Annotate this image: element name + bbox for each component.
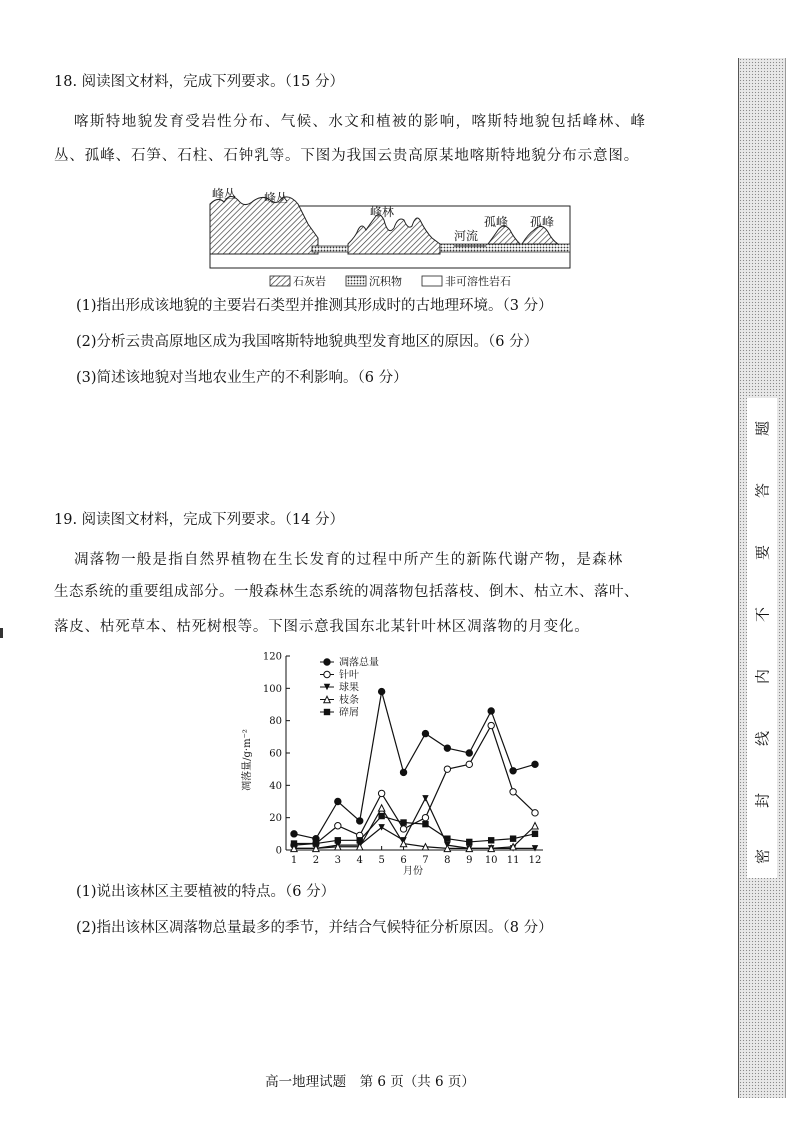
data-point-series-2	[510, 789, 516, 795]
legend-marker	[324, 659, 330, 665]
data-point-series-1	[532, 761, 538, 767]
legend-label: 针叶	[339, 670, 359, 681]
data-point-series-5	[400, 819, 406, 825]
q18-title: 18. 阅读图文材料，完成下列要求。（15 分）	[54, 74, 344, 90]
q19-sub-1: (1)说出该林区主要植被的特点。（6 分）	[76, 884, 336, 900]
data-point-series-5	[422, 821, 428, 827]
label-gufeng-1: 孤峰	[484, 215, 509, 229]
data-point-series-5	[444, 835, 450, 841]
q19-para-line-3: 落皮、枯死草本、枯死树根等。下图示意我国东北某针叶林区凋落物的月变化。	[54, 619, 590, 635]
y-tick-label: 60	[269, 748, 282, 760]
litterfall-chart	[238, 648, 558, 878]
data-point-series-1	[400, 769, 406, 775]
legend-label-limestone: 石灰岩	[293, 275, 326, 288]
y-tick-label: 0	[275, 845, 282, 857]
legend-label: 枝条	[339, 695, 359, 706]
y-tick-label: 80	[269, 716, 282, 728]
data-point-series-1	[422, 730, 428, 736]
label-river: 河流	[454, 229, 479, 243]
q18-sub-1: (1)指出形成该地貌的主要岩石类型并推测其形成时的古地理环境。（3 分）	[76, 298, 553, 314]
binding-edge-mark	[0, 628, 3, 638]
legend-label-insoluble: 非可溶性岩石	[445, 275, 511, 288]
x-tick-label: 8	[444, 855, 451, 866]
seal-line-strip	[738, 58, 786, 1098]
y-axis-label: 凋落量/g·m⁻²	[242, 729, 253, 791]
q19-para-line-1: 凋落物一般是指自然界植物在生长发育的过程中所产生的新陈代谢产物，是森林	[74, 552, 624, 568]
q18-para-line-1: 喀斯特地貌发育受岩性分布、气候、水文和植被的影响，喀斯特地貌包括峰林、峰	[74, 114, 647, 130]
data-point-series-5	[378, 813, 384, 819]
data-point-series-2	[488, 722, 494, 728]
data-point-series-2	[378, 790, 384, 796]
data-point-series-5	[357, 837, 363, 843]
y-tick-label: 120	[262, 651, 282, 663]
data-point-series-5	[466, 839, 472, 845]
seal-char: 题	[753, 421, 772, 437]
data-point-series-2	[532, 810, 538, 816]
data-point-series-1	[335, 798, 341, 804]
data-point-series-2	[400, 826, 406, 832]
limestone-peaks-left	[210, 196, 318, 254]
data-point-series-1	[378, 688, 384, 694]
seal-char: 密	[753, 849, 772, 865]
sediment-left	[312, 246, 350, 252]
legend-marker	[324, 671, 330, 677]
legend-label-sediment: 沉积物	[369, 275, 402, 288]
x-tick-label: 3	[334, 855, 342, 866]
data-point-series-5	[532, 831, 538, 837]
q19-title: 19. 阅读图文材料，完成下列要求。（14 分）	[54, 512, 344, 528]
seal-char: 内	[753, 669, 772, 685]
x-tick-label: 9	[466, 855, 473, 866]
q19-sub-2: (2)指出该林区凋落物总量最多的季节，并结合气候特征分析原因。（8 分）	[76, 920, 553, 936]
data-point-series-3	[422, 795, 428, 801]
legend-marker	[324, 709, 330, 715]
data-point-series-2	[335, 823, 341, 829]
q18-sub-2: (2)分析云贵高原地区成为我国喀斯特地貌典型发育地区的原因。（6 分）	[76, 334, 539, 350]
x-tick-label: 10	[484, 855, 498, 866]
seal-char: 封	[753, 793, 772, 809]
data-point-series-1	[444, 745, 450, 751]
karst-diagram	[200, 186, 600, 296]
x-tick-label: 7	[422, 855, 429, 866]
data-point-series-4	[532, 823, 538, 829]
data-point-series-1	[488, 708, 494, 714]
data-point-series-2	[422, 814, 428, 820]
x-tick-label: 4	[356, 855, 363, 866]
page-footer: 高一地理试题 第 6 页（共 6 页）	[265, 1074, 475, 1090]
x-tick-label: 5	[378, 855, 385, 866]
seal-line-panel	[747, 398, 777, 878]
sediment-right	[440, 244, 570, 252]
legend-label: 凋落总量	[339, 657, 379, 669]
series-line-2	[294, 726, 535, 846]
q19-para-line-2: 生态系统的重要组成部分。一般森林生态系统的凋落物包括落枝、倒木、枯立木、落叶、	[54, 584, 639, 600]
label-fengcong-2: 峰丛	[264, 191, 289, 205]
data-point-series-5	[313, 840, 319, 846]
x-tick-label: 6	[400, 855, 407, 866]
y-tick-label: 20	[269, 813, 282, 825]
y-tick-label: 100	[262, 683, 282, 695]
data-point-series-2	[444, 766, 450, 772]
data-point-series-1	[510, 768, 516, 774]
data-point-series-4	[378, 805, 384, 811]
q18-para-line-2: 丛、孤峰、石笋、石柱、石钟乳等。下图为我国云贵高原某地喀斯特地貌分布示意图。	[54, 148, 640, 164]
data-point-series-5	[291, 840, 297, 846]
data-point-series-5	[335, 837, 341, 843]
x-tick-label: 11	[506, 855, 520, 866]
label-gufeng-2: 孤峰	[530, 215, 555, 229]
data-point-series-5	[510, 835, 516, 841]
seal-char: 答	[753, 483, 772, 499]
legend-swatch-insoluble	[422, 276, 442, 286]
data-point-series-1	[466, 750, 472, 756]
data-point-series-5	[488, 837, 494, 843]
x-tick-label: 12	[528, 855, 542, 866]
legend-label: 碎屑	[339, 707, 359, 719]
seal-char: 要	[753, 545, 772, 561]
x-tick-label: 1	[290, 855, 298, 866]
data-point-series-1	[291, 831, 297, 837]
label-fengcong-1: 峰丛	[212, 187, 237, 201]
legend-swatch-sediment	[346, 276, 366, 286]
legend-label: 球果	[339, 682, 359, 694]
y-tick-label: 40	[269, 780, 282, 792]
q18-sub-3: (3)简述该地貌对当地农业生产的不利影响。（6 分）	[76, 370, 408, 386]
data-point-series-2	[466, 761, 472, 767]
legend-swatch-limestone	[270, 276, 290, 286]
x-tick-label: 2	[312, 855, 320, 866]
seal-char: 线	[753, 731, 772, 747]
x-axis-label: 月份	[403, 866, 423, 877]
label-fenglin: 峰林	[370, 205, 395, 219]
data-point-series-1	[357, 818, 363, 824]
seal-char: 不	[753, 607, 772, 623]
